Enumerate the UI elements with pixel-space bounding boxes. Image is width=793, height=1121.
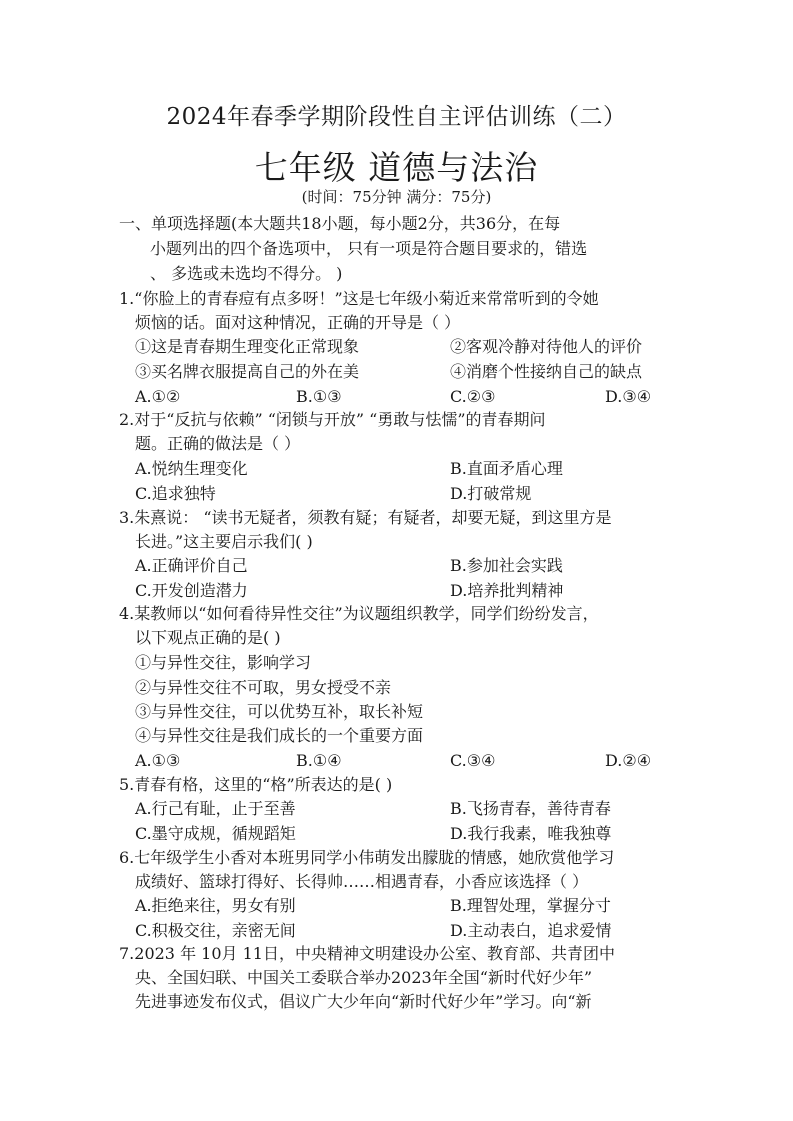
question-5-option-a[interactable]: A.行己有耻，止于至善 <box>135 799 296 818</box>
question-5-option-b[interactable]: B.飞扬青春，善待青春 <box>450 799 611 818</box>
question-1-option-d[interactable]: D.③④ <box>605 387 652 406</box>
section-heading: 一、单项选择题(本大题共18小题，每小题2分，共36分，在每 <box>119 214 561 233</box>
question-3-option-a[interactable]: A.正确评价自己 <box>135 556 248 575</box>
question-6-option-b[interactable]: B.理智处理，掌握分寸 <box>450 896 611 915</box>
question-3-option-b[interactable]: B.参加社会实践 <box>450 556 563 575</box>
question-1-option-c[interactable]: C.②③ <box>450 387 496 406</box>
question-6-option-c[interactable]: C.积极交往，亲密无间 <box>135 921 296 940</box>
question-1-stem: 1.“你脸上的青春痘有点多呀！”这是七年级小菊近来常常听到的令她 <box>119 289 599 308</box>
section-instruction: 、 多选或未选均不得分。 ) <box>150 264 343 283</box>
question-2-stem: 题。正确的做法是（ ） <box>135 434 301 453</box>
question-3-stem: 长进。”这主要启示我们( ) <box>135 532 313 551</box>
section-instruction: 小题列出的四个备选项中， 只有一项是符合题目要求的，错选 <box>150 239 588 258</box>
question-7-stem: 7.2023 年 10月 11日，中央精神文明建设办公室、教育部、共青团中 <box>119 944 615 963</box>
question-3-option-d[interactable]: D.培养批判精神 <box>450 581 564 600</box>
question-5-option-c[interactable]: C.墨守成规，循规蹈矩 <box>135 824 296 843</box>
question-6-stem: 成绩好、篮球打得好、长得帅……相遇青春，小香应该选择（ ） <box>135 872 589 891</box>
question-2-option-b[interactable]: B.直面矛盾心理 <box>450 459 563 478</box>
question-7-stem: 先进事迹发布仪式，倡议广大少年向“新时代好少年”学习。向“新 <box>135 992 592 1011</box>
question-1-statement: ③买名牌衣服提高自己的外在美 <box>135 362 360 381</box>
question-4-stem: 4.某教师以“如何看待异性交往”为议题组织教学，同学们纷纷发言， <box>119 604 599 623</box>
question-4-statement: ③与异性交往，可以优势互补，取长补短 <box>135 702 424 721</box>
question-4-option-b[interactable]: B.①④ <box>296 751 342 770</box>
question-4-option-d[interactable]: D.②④ <box>605 751 652 770</box>
question-4-stem: 以下观点正确的是( ) <box>135 628 281 647</box>
question-4-statement: ②与异性交往不可取，男女授受不亲 <box>135 678 392 697</box>
exam-info: (时间：75分钟 满分：75分) <box>301 188 492 206</box>
question-7-stem: 央、全国妇联、中国关工委联合举办2023年全国“新时代好少年” <box>135 968 593 987</box>
question-2-option-a[interactable]: A.悦纳生理变化 <box>135 459 248 478</box>
question-3-stem: 3.朱熹说： “读书无疑者，须教有疑；有疑者，却要无疑，到这里方是 <box>119 508 612 527</box>
question-1-stem: 烦恼的话。面对这种情况，正确的开导是（ ） <box>135 313 461 332</box>
question-6-stem: 6.七年级学生小香对本班男同学小伟萌发出朦胧的情感，她欣赏他学习 <box>119 848 615 867</box>
question-4-option-a[interactable]: A.①③ <box>135 751 181 770</box>
question-1-option-a[interactable]: A.①② <box>135 387 181 406</box>
question-4-statement: ①与异性交往，影响学习 <box>135 653 312 672</box>
question-2-stem: 2.对于“反抗与依赖” “闭锁与开放” “勇敢与怯懦”的青春期问 <box>119 410 546 429</box>
question-1-option-b[interactable]: B.①③ <box>296 387 342 406</box>
question-5-option-d[interactable]: D.我行我素，唯我独尊 <box>450 824 612 843</box>
question-5-stem: 5.青春有格，这里的“格”所表达的是( ) <box>119 775 393 794</box>
question-1-statement: ①这是青春期生理变化正常现象 <box>135 337 360 356</box>
question-1-statement: ②客观冷静对待他人的评价 <box>450 337 643 356</box>
question-1-statement: ④消磨个性接纳自己的缺点 <box>450 362 643 381</box>
question-4-statement: ④与异性交往是我们成长的一个重要方面 <box>135 726 424 745</box>
question-3-option-c[interactable]: C.开发创造潜力 <box>135 581 248 600</box>
question-4-option-c[interactable]: C.③④ <box>450 751 496 770</box>
subject-title: 七年级 道德与法治 <box>254 148 539 187</box>
question-6-option-a[interactable]: A.拒绝来往，男女有别 <box>135 896 296 915</box>
question-6-option-d[interactable]: D.主动表白，追求爱情 <box>450 921 612 940</box>
question-2-option-d[interactable]: D.打破常规 <box>450 484 532 503</box>
exam-title: 2024年春季学期阶段性自主评估训练（二） <box>166 104 627 130</box>
question-2-option-c[interactable]: C.追求独特 <box>135 484 216 503</box>
